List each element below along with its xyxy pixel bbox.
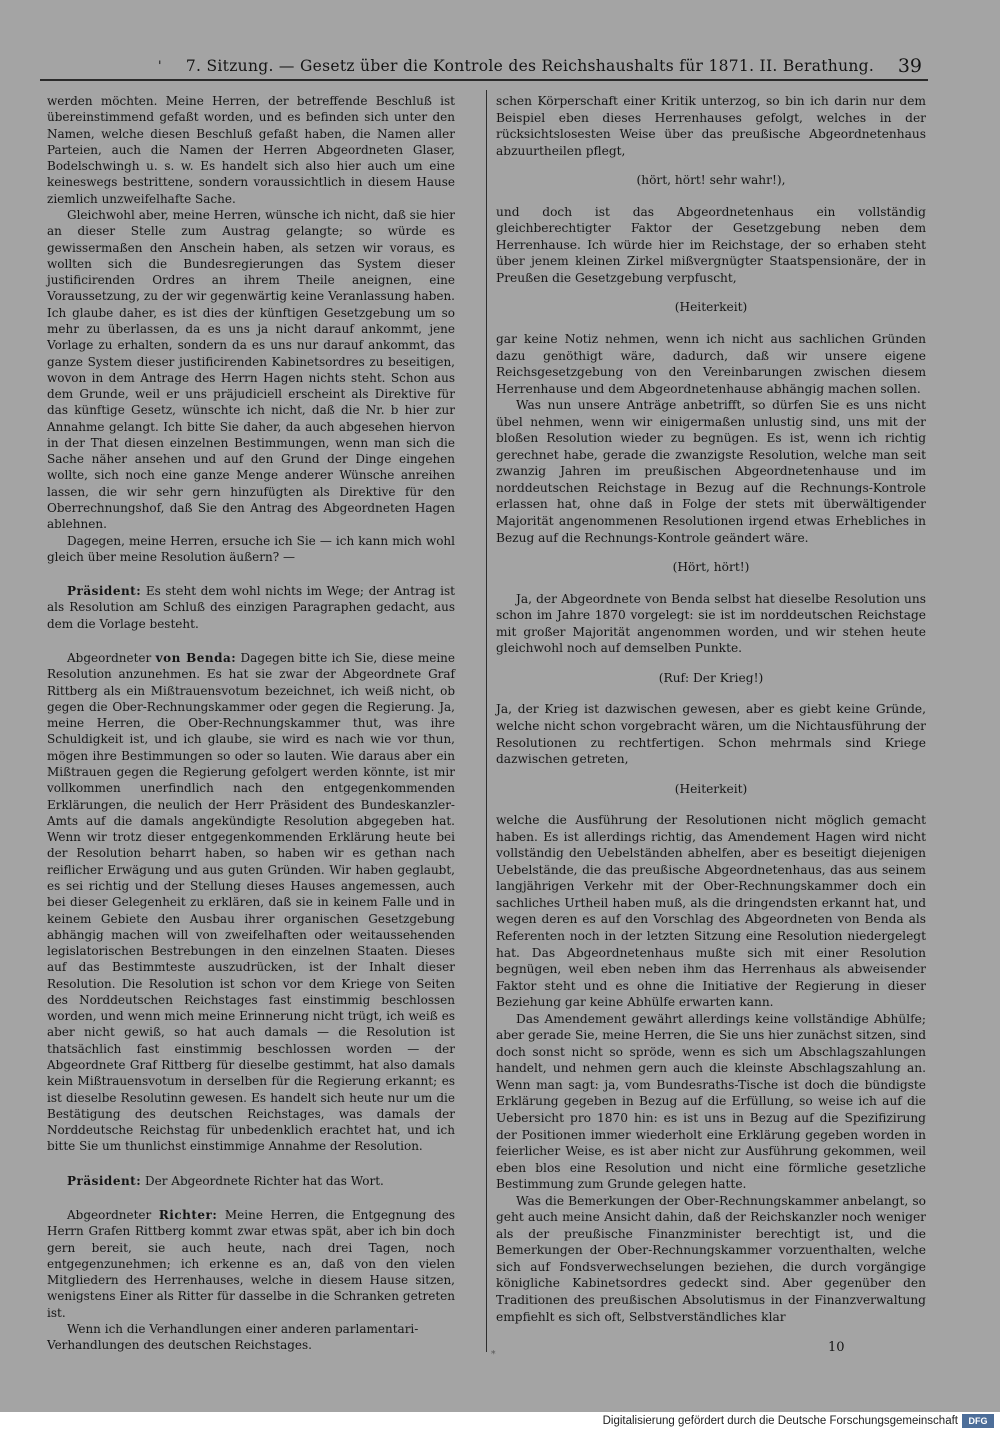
print-mark: * <box>491 1350 496 1360</box>
paragraph <box>47 1207 455 1321</box>
spacer <box>47 1189 455 1207</box>
page-number: 39 <box>897 55 922 77</box>
paragraph: Ja, der Abgeordnete von Benda selbst hat dieselbe Resolution uns schon im Jahre 1870 vorgelegt: sie ist im norddeutschen Reichstage mit großer Majorität angenommen worden, und wir stehen heute gleichwohl noch auf demselben Punkte. <box>496 591 926 656</box>
paragraph: werden möchten. Meine Herren, der betreffende Beschluß ist übereinstimmend gefaßt worden, und es befinden sich unter den Namen, welche diesen Beschluß gefaßt haben, die Namen aller Parteien, auch die Namen der Herren Abgeordneten Glaser, Bodelschwingh u. s. w. Es handelt sich also hier auch um eine keineswegs bestrittene, sondern voraussichtlich in diesem Hause ziemlich unzweifelhafte Sache. <box>47 94 455 206</box>
interjection: (Ruf: Der Krieg!) <box>658 670 764 685</box>
paragraph <box>47 1173 455 1189</box>
speaker-name: von Benda: <box>155 651 237 665</box>
dfg-logo: DFG <box>962 1414 994 1428</box>
paragraph: welche die Ausführung der Resolutionen nicht möglich gemacht haben. Es ist allerdings richtig, das Amendement Hagen wird nicht vollständig den Uebelständen abhelfen, aber es beseitigt diejenigen Uebelstände, die das preußische Abgeordnetenhaus, das aus seinem langjährigen Verkehr mit der Ober-Rechnungskammer doch ein sachliches Urtheil haben muß, als die dringendsten erkannt hat, und wegen deren es auf den Vorschlag des Abgeordneten von Benda als Referenten noch in der letzten Sitzung eine Resolution niedergelegt hat. Das Abgeordnetenhaus mußte sich mit einer Resolution begnügen, weil eben neben ihm das Herrenhaus als abweisender Faktor steht und es ohne die Initiative der Regierung in dieser Beziehung gar keine Abhülfe erwarten kann. <box>496 813 926 1010</box>
paragraph <box>47 650 455 1155</box>
paragraph: Was nun unsere Anträge anbetrifft, so dürfen Sie es uns nicht übel nehmen, wenn wir einigermaßen unlustig sind, uns mit der bloßen Resolution wieder zu begnügen. Es ist, wenn ich richtig gerechnet habe, gerade die zwanzigste Resolution, welche man seit zwanzig Jahren im preußischen Abgeordnetenhause und im norddeutschen Reichstage in Bezug auf die Rechnungs-Kontrole erlassen hat, ohne daß in Folge der stets mit überwältigender Majorität angenommenen Resolutionen irgend etwas Erhebliches in Bezug auf die Rechnungs-Kontrole geändert wäre. <box>496 398 926 545</box>
paragraph: schen Körperschaft einer Kritik unterzog, so bin ich darin nur dem Beispiel eben dieses Herrenhauses gefolgt, welches in der rücksichtslosesten Weise über das preußische Abgeordnetenhaus abzuurtheilen pflegt, <box>496 94 926 158</box>
interjection: (Hört, hört!) <box>672 560 750 575</box>
speech-text: Dagegen bitte ich Sie, diese meine Resolution anzunehmen. Es hat sie zwar der Abgeordnete Graf Rittberg als ein Mißtrauensvotum bezeichnet, ich weiß nicht, ob gegen die Ober-Rechnungskammer oder gegen die Regierung. Ja, meine Herren, die Ober-Rechnungskammer thut, was ihre Schuldigkeit ist, und ich glaube, sie wird es nach wie vor thun, mögen ihre Bestimmungen so oder so lauten. Wie daraus aber ein Mißtrauen gegen die Regierung gefolgert werden könnte, ist mir vollkommen unerfindlich nach den entgegenkommenden Erklärungen, die neulich der Herr Präsident des Bundeskanzler-Amts auf die damals angekündigte Resolution abgegeben hat. Wenn wir trotz dieser entgegenkommenden Erklärung heute bei der Resolution beharrt haben, so haben wir es gethan nach reiflicher Erwägung und aus guten Gründen. Wir haben geglaubt, es sei richtig und der Stellung dieses Hauses angemessen, auch bei dieser Gelegenheit zu erklären, daß sie in keinem Falle und in keinem Gebiete den Ausbau ihrer organischen Gesetzgebung abhängig machen will von zweifelhaften oder weitaussehenden legislatorischen Bestrebungen in den einzelnen Staaten. Dieses auf das Bestimmteste auszudrücken, ist der Inhalt dieser Resolution. Die Resolution ist schon vor dem Kriege von Seiten des Norddeutschen Reichstages fast einstimmig beschlossen worden, und wenn mich meine Erinnerung nicht trügt, ich weiß es aber nicht gewiß, so hat auch damals — die Resolution ist thatsächlich fast einstimmig beschlossen worden — der Abgeordnete Graf Rittberg für dieselbe gestimmt, hat also damals kein Mißtrauensvotum in derselben für die Regierung erkannt; es ist dieselbe Resolutinn gewesen. Es handelt sich heute nur um die Bestätigung des deutschen Reichstages, was damals der Norddeutsche Reichstag für unbedenklich erachtet hat, und ich bitte Sie um thunlichst einstimmige Annahme der Resolution. <box>47 651 455 1154</box>
paragraph: und doch ist das Abgeordnetenhaus ein vollständig gleichberechtigter Faktor der Gesetzgebung neben dem Herrenhause. Ich würde hier im Reichstage, der so erhaben steht über jenem kleinen Zirkel mißvergnügter Staatspensionäre, der in Preußen die Gesetzgebung verpfuscht, <box>496 204 926 285</box>
spacer <box>47 632 455 650</box>
interjection: (Heiterkeit) <box>674 300 748 315</box>
paragraph: Gleichwohl aber, meine Herren, wünsche ich nicht, daß sie hier an dieser Stelle zum Austrag gelangte; so würde es gewissermaßen den Anschein haben, als setzen wir voraus, es wollten sich die Bundesregierungen das System dieser justificirenden Ordres an ihrem Theile aneignen, eine Voraussetzung, zu der wir gegenwärtig keine Veranlassung haben. Ich glaube daher, es ist dies der künftigen Gesetzgebung um so mehr zu überlassen, da es uns ja nicht darauf ankommt, jene Vorlage zu erhalten, sondern da es uns nur darauf ankommt, das ganze System dieser justificirenden Kabinetsordres zu beseitigen, wovon in dem Antrage des Herrn Hagen nichts steht. Schon aus dem Grunde, weil er uns präjudiciell erscheint als Direktive für das künftige Gesetz, wünschte ich nicht, daß die Nr. b hier zur Annahme gelangt. Ich bitte Sie daher, da auch abgesehen hiervon in der That diesen einzelnen Bestimmungen, wenn man sich die Sache näher ansehen und auf den Grund der Dinge eingehen wollte, sich noch eine ganze Menge anderer Wünsche anreihen lassen, die wir sehr gern hinzufügten als Direktive für den Oberrechnungshof, daß Sie den Antrag des Abgeordneten Hagen ablehnen. <box>47 207 455 532</box>
paragraph: Was die Bemerkungen der Ober-Rechnungskammer anbelangt, so geht auch meine Ansicht dahin, daß der Reichskanzler noch weniger als der preußische Finanzminister berechtigt ist, und die Bemerkungen der Ober-Rechnungskammer vorzuenthalten, welche sich auf Fondsverwechselungen beziehen, die durch vorgängige königliche Kabinetsordres gedeckt sind. Aber gegenüber den Traditionen des preußischen Absolutismus in der Finanzverwaltung empfiehlt es sich oft, Selbstverständliches klar <box>496 1193 926 1324</box>
paragraph: Das Amendement gewährt allerdings keine vollständige Abhülfe; aber gerade Sie, meine Herren, die Sie uns hier zunächst sitzen, sind doch sonst nicht so spröde, wenn es sich um Abschlagszahlungen handelt, und nehmen gern auch die kleinste Abschlagszahlung an. Wenn man sagt: ja, vom Bundesraths-Tische ist doch die bündigste Erklärung gegeben in Bezug auf die Erfüllung, so weise ich auf die Uebersicht pro 1870 hin: es ist uns in Bezug auf die Spezifizirung der Positionen immer wiederholt eine Erklärung gegeben worden in feierlicher Weise, es ist aber nicht zur Ausführung gekommen, weil eben blos eine Resolution und nicht eine förmliche gesetzliche Bestimmung zum Grunde gelegen hatte. <box>496 1011 926 1192</box>
left-column <box>47 93 455 1354</box>
paragraph <box>47 583 455 632</box>
speech-text: Der Abgeordnete Richter hat das Wort. <box>145 1173 384 1188</box>
header-mark: ' <box>158 59 162 74</box>
signature-mark: 10 <box>828 1340 845 1355</box>
paragraph: gar keine Notiz nehmen, wenn ich nicht aus sachlichen Gründen dazu genöthigt wäre, dadurch, daß wir unsere eigene Reichsgesetzgebung von den Vereinbarungen zwischen diesem Herrenhause und dem Abgeordnetenhause abhängig machen sollen. <box>496 332 926 396</box>
speaker-name: Richter: <box>158 1208 218 1222</box>
paragraph: Verhandlungen des deutschen Reichstages. <box>47 1338 312 1353</box>
footer-bar <box>0 1412 1000 1432</box>
speaker-name: Präsident: <box>67 1173 142 1188</box>
interjection: (hört, hört! sehr wahr!), <box>636 173 786 188</box>
speech-text: Meine Herren, die Entgegnung des Herrn Grafen Rittberg kommt zwar etwas spät, aber ich bin doch gern bereit, sie auch heute, nach drei Tagen, noch entgegenzunehmen; ich erkenne es an, daß von den vielen Mitgliedern des Herrenhauses, welche in diesem Hause sitzen, wenigstens Einer als Ritter für dasselbe in die Schranken getreten ist. <box>47 1208 455 1320</box>
speaker-role: Abgeordneter <box>67 651 152 665</box>
paragraph: Wenn ich die Verhandlungen einer anderen parlamentari- <box>67 1321 419 1336</box>
speech-text: Es steht dem wohl nichts im Wege; der Antrag ist als Resolution am Schluß des einzigen Paragraphen gedacht, aus dem die Vorlage besteht. <box>47 584 455 631</box>
interjection: (Heiterkeit) <box>674 781 748 796</box>
running-title: 7. Sitzung. — Gesetz über die Kontrole des Reichshaushalts für 1871. II. Berathung. <box>185 57 875 75</box>
funding-credit: Digitalisierung gefördert durch die Deutsche Forschungsgemeinschaft <box>602 1415 958 1427</box>
right-column <box>496 93 926 1325</box>
speaker-role: Abgeordneter <box>67 1208 152 1222</box>
column-divider <box>486 90 487 1352</box>
page-header <box>40 53 928 81</box>
spacer <box>47 1155 455 1173</box>
paragraph: Dagegen, meine Herren, ersuche ich Sie — ich kann mich wohl gleich über meine Resolution äußern? — <box>47 533 455 564</box>
speaker-name: Präsident: <box>67 584 142 599</box>
paragraph: Ja, der Krieg ist dazwischen gewesen, aber es giebt keine Gründe, welche nicht schon vorgebracht wären, um die Nichtausführung der Resolutionen zu rechtfertigen. Schon mehrmals sind Kriege dazwischen getreten, <box>496 702 926 767</box>
spacer <box>47 565 455 583</box>
